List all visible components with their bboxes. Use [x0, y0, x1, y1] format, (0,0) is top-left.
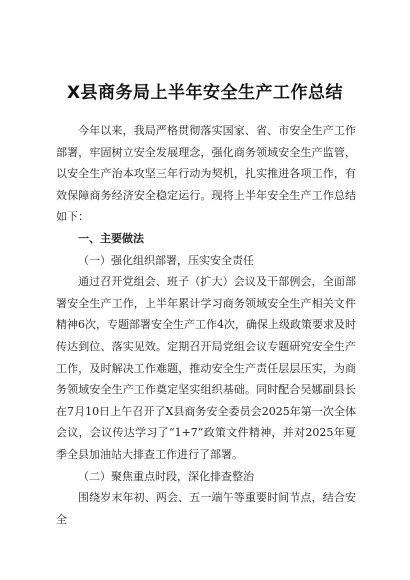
- section-heading-main-practices: 一、主要做法: [78, 231, 144, 245]
- subsection-heading-2: （二）聚焦重点时段，深化排查整治: [78, 469, 254, 483]
- document-body: [56, 120, 356, 530]
- intro-paragraph: 今年以来，我局严格贯彻落实国家、省、市安全生产工作部署，牢固树立安全发展理念，强化商务领域安全生产监管，以安全生产治本攻坚三年行动为契机，扎实推进各项工作，有效保障商务经济安全稳定运行。现将上半年安全生产工作总结如下：: [56, 124, 356, 224]
- subsection-1-paragraph: 通过召开党组会、班子（扩大）会议及干部例会，全面部署安全生产工作，上半年累计学习商务领域安全生产相关文件精神6次，专题部署安全生产工作4次，确保上级政策要求及时传达到位、落实见效。定期召开局党组会议专题研究安全生产工作，及时解决工作难题，推动安全生产责任层层压实，为商务领域安全生产工作奠定坚实组织基础。同时配合吴娜副县长在7月10日上午召开了X县商务安全委员会2025年第一次全体会议，会议传达学习了“1+7”政策文件精神，并对2025年夏季全县加油站大排查工作进行了部署。: [56, 275, 356, 461]
- subsection-heading-1: （一）强化组织部署，压实安全责任: [78, 253, 254, 267]
- document-title: X县商务局上半年安全生产工作总结: [66, 83, 344, 103]
- subsection-2-paragraph: 围绕岁末年初、两会、五一端午等重要时间节点，结合安全: [56, 491, 356, 526]
